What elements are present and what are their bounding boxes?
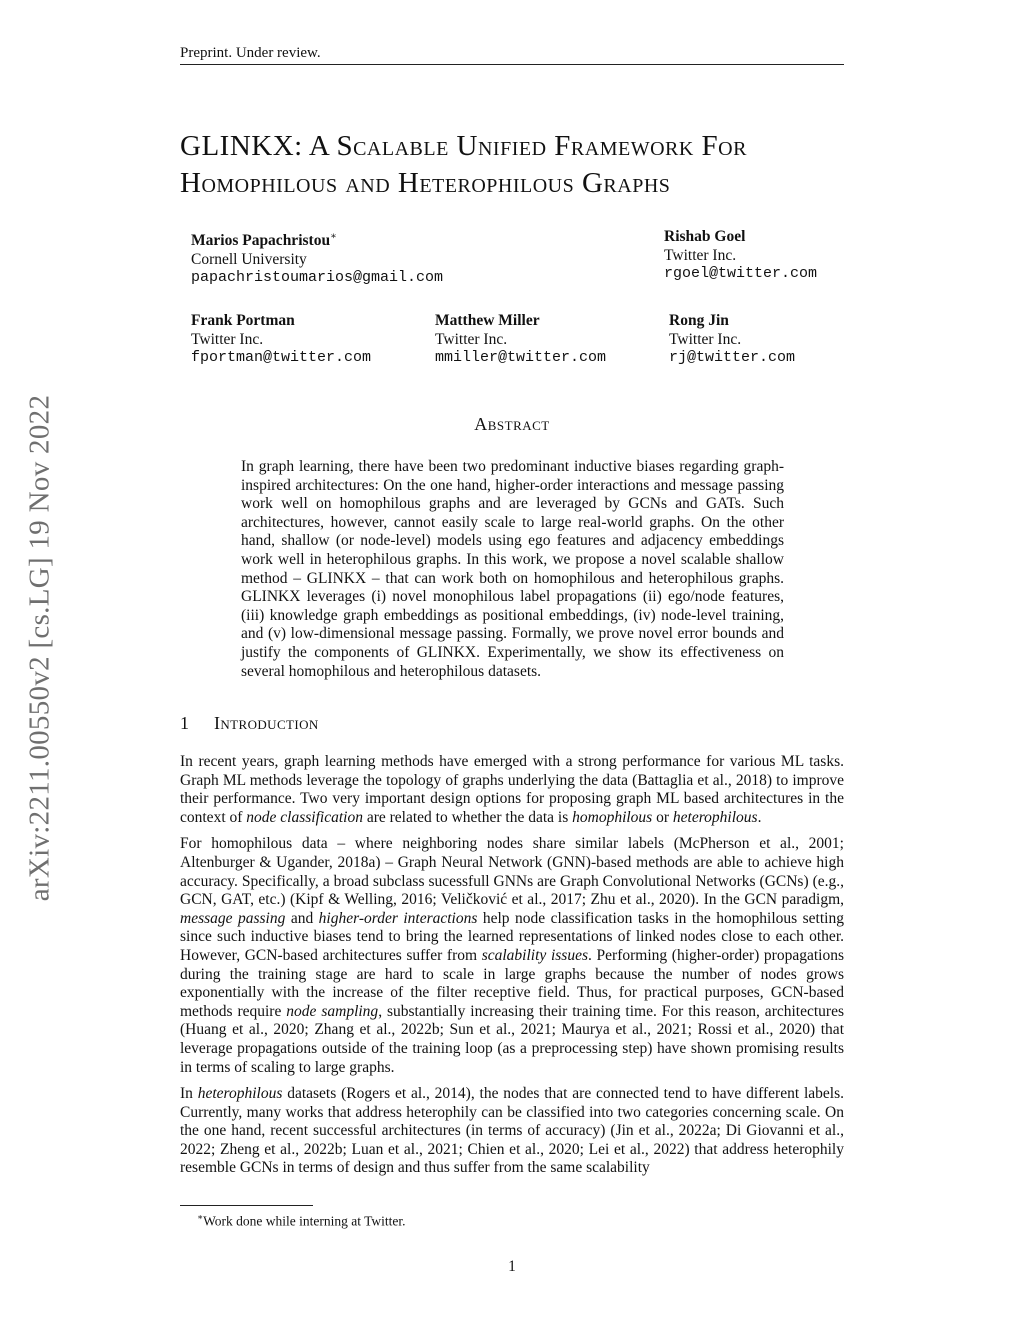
arxiv-id-label: arXiv:2211.00550v2 [cs.LG] 19 Nov 2022 [23,394,56,902]
author-name: Rishab Goel [664,228,746,245]
footnote-text: Work done while interning at Twitter. [203,1213,406,1229]
author-name: Marios Papachristou [191,232,331,250]
author-email[interactable]: rgoel@twitter.com [664,265,818,282]
section-title: Introduction [214,713,319,733]
author-footnote-mark: ∗ [330,231,337,242]
footnote-mark: ∗ [197,1212,204,1222]
author-name: Frank Portman [191,312,295,329]
author-block [191,228,443,288]
author-email[interactable]: rj@twitter.com [669,349,796,366]
section-number: 1 [180,713,190,733]
author-block [191,312,371,368]
author-name: Matthew Miller [435,312,540,329]
paragraph: In heterophilous datasets (Rogers et al., 2014), the nodes that are connected tend to have different labels. Currently, many works that address heterophily can be classified into two categories concerning scale. On the one hand, recent successful architectures (in terms of accuracy) (Jin et al., 2022a; Di Giovanni et al., 2022; Zheng et al., 2022b; Luan et al., 2021; Chien et al., 2020; Lei et al., 2022) that address heterophily resemble GCNs in terms of design and thus suffer from the same scalability [180,1085,844,1177]
title-line-2: Homophilous and Heterophilous Graphs [180,167,671,199]
abstract-text: In graph learning, there have been two predominant inductive biases regarding graph-inspired architectures: On the one hand, higher-order interactions and message passing work well on homophilous graphs and are leveraged by GCNs and GATs. Such architectures, however, cannot easily scale to large real-world graphs. On the other hand, shallow (or node-level) models using ego features and adjacency embeddings work well in heterophilous graphs. In this work, we propose a novel scalable shallow method – GLINKX – that can work both on homophilous and heterophilous graphs. GLINKX leverages (i) novel monophilous label propagations (ii) ego/node features, (iii) knowledge graph embeddings as positional embeddings, (iv) node-level training, and (v) low-dimensional message passing. Formally, we prove novel error bounds and justify the components of GLINKX. Experimentally, we show its effectiveness on several homophilous and heterophilous datasets. [241,458,784,680]
paper-title [180,128,860,202]
page-number: 1 [508,1258,516,1275]
footnote [197,1209,406,1230]
author-affiliation: Twitter Inc. [435,330,508,348]
author-name: Rong Jin [669,312,729,329]
paragraph: For homophilous data – where neighboring nodes share similar labels (McPherson et al., 2001; Altenburger & Ugander, 2018a) – Graph Neural Network (GNN)-based methods are able to achieve high accuracy. Specifically, a broad subclass sucessfull GNNs are Graph Convolutional Networks (GCNs) (e.g., GCN, GAT, etc.) (Kipf & Welling, 2016; Veličković et al., 2017; Zhu et al., 2020). In the GCN paradigm, message passing and higher-order interactions help node classification tasks in the homophilous setting since such inductive biases tend to bring the learned representations of linked nodes close to each other. However, GCN-based architectures suffer from scalability issues. Performing (higher-order) propagations during the training stage are hard to scale in large graphs because the number of nodes grows exponentially with the increase of the filter receptive field. Thus, for practical purposes, GCN-based methods require node sampling, substantially increasing their training time. For this reason, architectures (Huang et al., 2020; Zhang et al., 2022b; Sun et al., 2021; Maurya et al., 2021; Rossi et al., 2020) that leverage propagations outside of the training loop (as a preprocessing step) have shown promising results in terms of scaling to large graphs. [180,835,844,1076]
author-email[interactable]: fportman@twitter.com [191,349,372,366]
author-block [669,312,795,368]
title-line-1: GLINKX: A Scalable Unified Framework For [180,130,747,162]
abstract-heading: Abstract [474,414,550,434]
author-email[interactable]: mmiller@twitter.com [435,349,607,366]
body-text [180,753,844,1186]
author-block [435,312,606,368]
author-affiliation: Twitter Inc. [669,330,742,348]
author-block [664,228,817,284]
author-affiliation: Cornell University [191,250,307,268]
author-affiliation: Twitter Inc. [191,330,264,348]
header-rule [180,64,844,65]
running-header: Preprint. Under review. [180,45,321,61]
arxiv-sidebar [20,350,60,946]
section-heading [180,713,319,734]
footnote-rule [180,1205,313,1206]
paragraph: In recent years, graph learning methods have emerged with a strong performance for various ML tasks. Graph ML methods leverage the topology of graphs underlying the data (Battaglia et al., 2018) to improve their performance. Two very important design options for proposing graph ML based architectures in the context of node classification are related to whether the data is homophilous or heterophilous. [180,753,844,826]
author-email[interactable]: papachristoumarios@gmail.com [191,269,444,287]
author-affiliation: Twitter Inc. [664,246,737,264]
